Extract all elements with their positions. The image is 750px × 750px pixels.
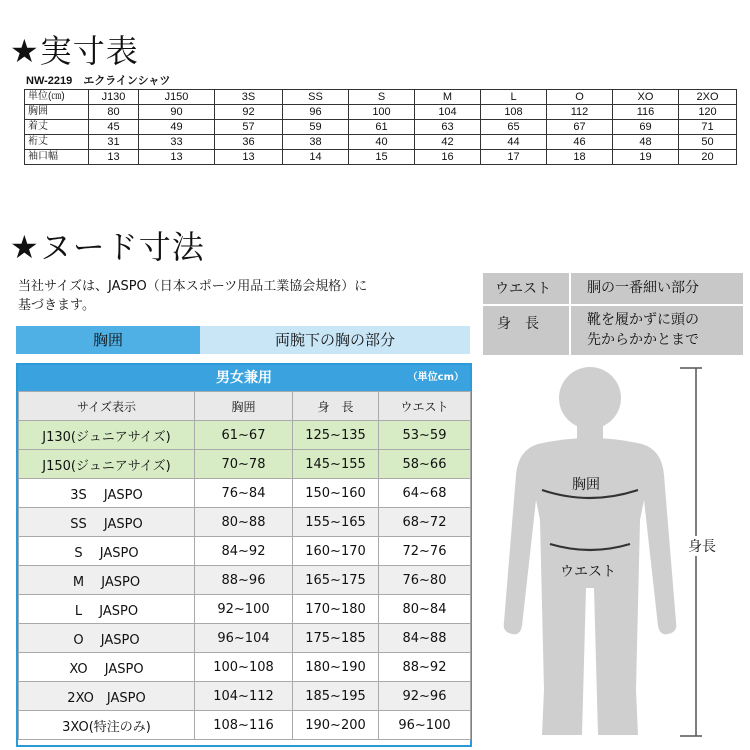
chest-label: 胸囲 xyxy=(16,326,200,354)
nude-size-row xyxy=(19,566,471,595)
chest-cell: 108~116 xyxy=(195,711,293,740)
nude-size-row xyxy=(19,537,471,566)
actual-size-heading: ★実寸表 xyxy=(10,32,139,70)
measurement-value-cell: 120 xyxy=(679,105,737,120)
size-header-cell: M xyxy=(415,90,481,105)
measurement-value-cell: 16 xyxy=(415,150,481,165)
chest-cell: 61~67 xyxy=(195,421,293,450)
size-cell: 2XO JASPO xyxy=(19,682,195,711)
nude-size-table xyxy=(16,363,472,747)
size-header-cell: XO xyxy=(613,90,679,105)
height-description xyxy=(587,310,699,350)
nude-size-row xyxy=(19,682,471,711)
measurement-value-cell: 108 xyxy=(481,105,547,120)
actual-size-header-row xyxy=(25,90,737,105)
intro-line-1: 当社サイズは、JASPO（日本スポーツ用品工業協会規格）に xyxy=(18,279,368,294)
measurement-value-cell: 13 xyxy=(139,150,215,165)
measurement-value-cell: 13 xyxy=(215,150,283,165)
measurement-value-cell: 90 xyxy=(139,105,215,120)
size-header-cell: S xyxy=(349,90,415,105)
measurement-value-cell: 100 xyxy=(349,105,415,120)
waist-cell: 76~80 xyxy=(379,566,471,595)
unit-header-cell: 単位(㎝) xyxy=(25,90,89,105)
nude-size-row xyxy=(19,479,471,508)
measurement-value-cell: 49 xyxy=(139,120,215,135)
measurement-value-cell: 65 xyxy=(481,120,547,135)
figure-height-label: 身長 xyxy=(688,536,716,556)
nude-size-row xyxy=(19,624,471,653)
chest-cell: 96~104 xyxy=(195,624,293,653)
height-cell: 165~175 xyxy=(293,566,379,595)
size-cell: M JASPO xyxy=(19,566,195,595)
measurement-value-cell: 42 xyxy=(415,135,481,150)
intro-line-2: 基づきます。 xyxy=(18,298,95,313)
measurement-value-cell: 20 xyxy=(679,150,737,165)
measurement-value-cell: 40 xyxy=(349,135,415,150)
chest-description: 両腕下の胸の部分 xyxy=(200,326,470,354)
measurement-value-cell: 57 xyxy=(215,120,283,135)
nude-table-header-row xyxy=(19,392,471,421)
measurement-value-cell: 50 xyxy=(679,135,737,150)
chest-cell: 76~84 xyxy=(195,479,293,508)
height-cell: 175~185 xyxy=(293,624,379,653)
height-description-line-1: 靴を履かずに頭の xyxy=(587,312,699,328)
measurement-value-cell: 14 xyxy=(283,150,349,165)
nude-size-row xyxy=(19,450,471,479)
measurement-value-cell: 33 xyxy=(139,135,215,150)
height-cell: 180~190 xyxy=(293,653,379,682)
measurement-value-cell: 38 xyxy=(283,135,349,150)
actual-size-row xyxy=(25,150,737,165)
size-cell: S JASPO xyxy=(19,537,195,566)
table-unit: （単位cm） xyxy=(407,372,464,383)
measurement-value-cell: 71 xyxy=(679,120,737,135)
nude-size-heading: ★ヌード寸法 xyxy=(10,228,205,266)
measurement-value-cell: 112 xyxy=(547,105,613,120)
measurement-value-cell: 17 xyxy=(481,150,547,165)
chest-cell: 80~88 xyxy=(195,508,293,537)
chest-cell: 100~108 xyxy=(195,653,293,682)
measurement-value-cell: 80 xyxy=(89,105,139,120)
nude-size-row xyxy=(19,653,471,682)
measurement-label-cell: 裄丈 xyxy=(25,135,89,150)
height-cell: 185~195 xyxy=(293,682,379,711)
measurement-label-cell: 着丈 xyxy=(25,120,89,135)
measurement-value-cell: 69 xyxy=(613,120,679,135)
measurement-value-cell: 104 xyxy=(415,105,481,120)
height-cell: 170~180 xyxy=(293,595,379,624)
size-header-cell: J150 xyxy=(139,90,215,105)
actual-size-row xyxy=(25,120,737,135)
measurement-value-cell: 18 xyxy=(547,150,613,165)
measurement-value-cell: 45 xyxy=(89,120,139,135)
size-header-cell: 3S xyxy=(215,90,283,105)
size-cell: 3S JASPO xyxy=(19,479,195,508)
measurement-label-cell: 袖口幅 xyxy=(25,150,89,165)
measurement-value-cell: 63 xyxy=(415,120,481,135)
size-cell: J130(ジュニアサイズ) xyxy=(19,421,195,450)
waist-cell: 72~76 xyxy=(379,537,471,566)
waist-term: ウエスト xyxy=(495,281,551,297)
figure-waist-label: ウエスト xyxy=(560,564,616,580)
waist-cell: 92~96 xyxy=(379,682,471,711)
nude-size-row xyxy=(19,421,471,450)
actual-size-row xyxy=(25,135,737,150)
size-cell: XO JASPO xyxy=(19,653,195,682)
measurement-value-cell: 59 xyxy=(283,120,349,135)
actual-size-row xyxy=(25,105,737,120)
measurement-value-cell: 15 xyxy=(349,150,415,165)
measurement-value-cell: 31 xyxy=(89,135,139,150)
measurement-value-cell: 48 xyxy=(613,135,679,150)
height-cell: 155~165 xyxy=(293,508,379,537)
height-cell: 190~200 xyxy=(293,711,379,740)
chest-cell: 84~92 xyxy=(195,537,293,566)
measurement-value-cell: 96 xyxy=(283,105,349,120)
waist-cell: 64~68 xyxy=(379,479,471,508)
chest-cell: 88~96 xyxy=(195,566,293,595)
size-header-cell: O xyxy=(547,90,613,105)
product-name: NW-2219 エクラインシャツ xyxy=(26,75,171,87)
height-cell: 160~170 xyxy=(293,537,379,566)
size-header-cell: L xyxy=(481,90,547,105)
table-title-bar xyxy=(18,365,470,391)
waist-cell: 53~59 xyxy=(379,421,471,450)
measurement-definitions xyxy=(483,273,743,355)
height-term: 身 長 xyxy=(497,316,539,332)
waist-cell: 84~88 xyxy=(379,624,471,653)
height-description-line-2: 先からかかとまで xyxy=(587,332,699,348)
column-header-cell: 胸囲 xyxy=(195,392,293,421)
measurement-label-cell: 胸囲 xyxy=(25,105,89,120)
measurement-value-cell: 13 xyxy=(89,150,139,165)
column-header-cell: サイズ表示 xyxy=(19,392,195,421)
height-cell: 150~160 xyxy=(293,479,379,508)
waist-cell: 80~84 xyxy=(379,595,471,624)
size-header-cell: 2XO xyxy=(679,90,737,105)
intro-text xyxy=(18,277,367,315)
size-header-cell: J130 xyxy=(89,90,139,105)
waist-cell: 88~92 xyxy=(379,653,471,682)
chest-cell: 92~100 xyxy=(195,595,293,624)
measurement-value-cell: 116 xyxy=(613,105,679,120)
chest-cell: 70~78 xyxy=(195,450,293,479)
size-header-cell: SS xyxy=(283,90,349,105)
chest-cell: 104~112 xyxy=(195,682,293,711)
size-cell: O JASPO xyxy=(19,624,195,653)
actual-size-table xyxy=(24,89,737,165)
measurement-value-cell: 61 xyxy=(349,120,415,135)
definitions-divider-h xyxy=(483,304,743,306)
nude-size-row xyxy=(19,711,471,740)
figure-chest-label: 胸囲 xyxy=(572,477,600,493)
measurement-value-cell: 44 xyxy=(481,135,547,150)
size-cell: SS JASPO xyxy=(19,508,195,537)
measurement-value-cell: 19 xyxy=(613,150,679,165)
waist-description: 胴の一番細い部分 xyxy=(587,280,699,296)
size-cell: L JASPO xyxy=(19,595,195,624)
measurement-value-cell: 92 xyxy=(215,105,283,120)
column-header-cell: ウエスト xyxy=(379,392,471,421)
size-cell: J150(ジュニアサイズ) xyxy=(19,450,195,479)
table-title: 男女兼用 xyxy=(216,370,272,386)
measurement-value-cell: 46 xyxy=(547,135,613,150)
waist-cell: 68~72 xyxy=(379,508,471,537)
waist-cell: 96~100 xyxy=(379,711,471,740)
nude-size-row xyxy=(19,595,471,624)
measurement-value-cell: 67 xyxy=(547,120,613,135)
nude-size-row xyxy=(19,508,471,537)
size-cell: 3XO(特注のみ) xyxy=(19,711,195,740)
height-cell: 125~135 xyxy=(293,421,379,450)
measurement-value-cell: 36 xyxy=(215,135,283,150)
column-header-cell: 身 長 xyxy=(293,392,379,421)
height-cell: 145~155 xyxy=(293,450,379,479)
definitions-divider xyxy=(569,273,571,355)
waist-cell: 58~66 xyxy=(379,450,471,479)
